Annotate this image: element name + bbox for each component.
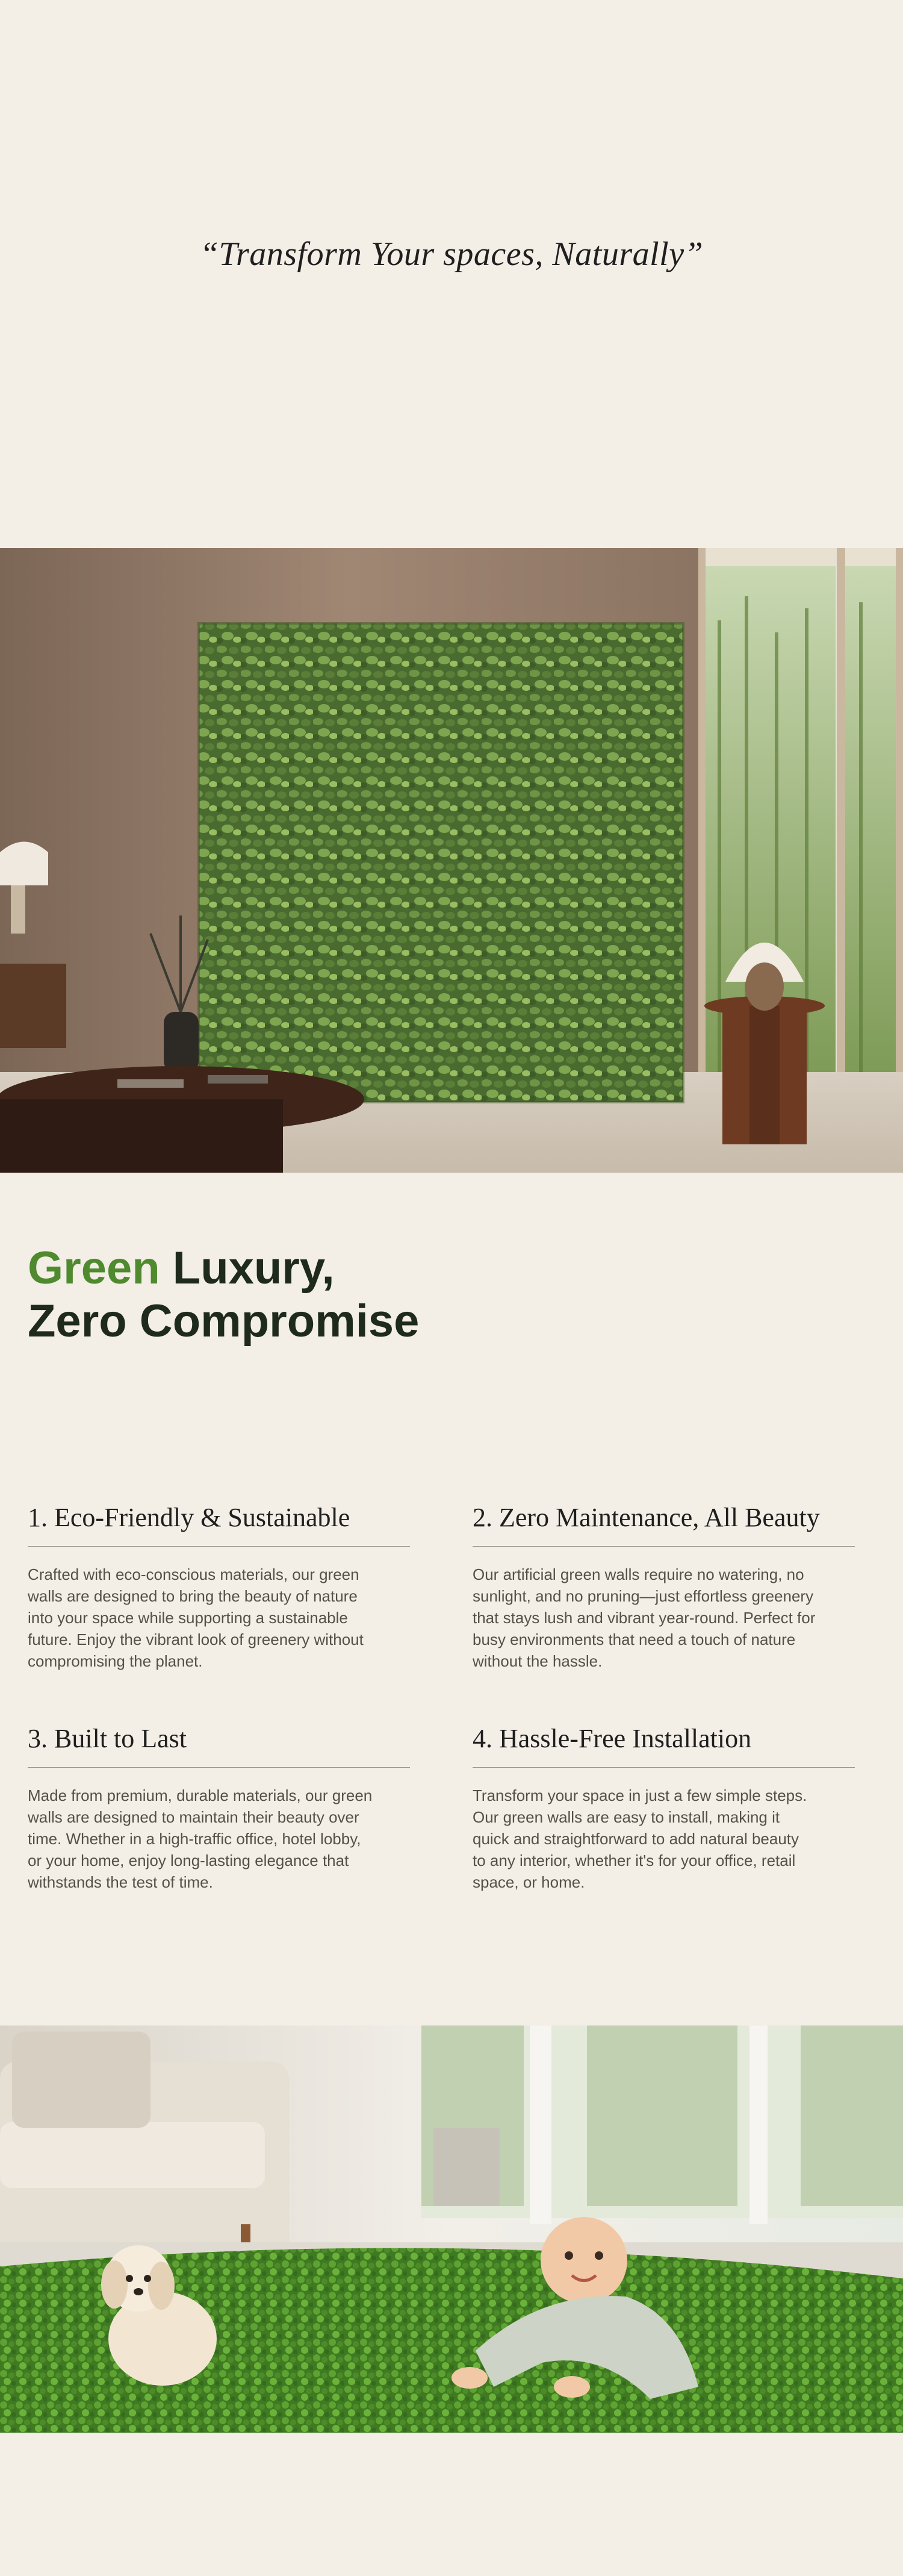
- feature-line: future. Enjoy the vibrant look of greenery without: [28, 1630, 364, 1648]
- feature-description: [473, 1564, 855, 1672]
- feature-line: time. Whether in a high-traffic office, hotel lobby,: [28, 1830, 361, 1848]
- feature-line: busy environments that need a touch of nature: [473, 1630, 796, 1648]
- feature-line: walls are designed to bring the beauty of nature: [28, 1587, 358, 1605]
- feature-description: [473, 1785, 855, 1893]
- feature-line: quick and straightforward to add natural beauty: [473, 1830, 799, 1848]
- feature-line: that stays lush and vibrant year-round. Perfect for: [473, 1609, 816, 1627]
- headline-accent: Green: [28, 1243, 160, 1294]
- feature-line: walls are designed to maintain their beauty over: [28, 1808, 359, 1826]
- feature-line: to any interior, whether it's for your office, retail: [473, 1851, 796, 1870]
- feature-line: withstands the test of time.: [28, 1873, 213, 1891]
- feature-title: 1. Eco-Friendly & Sustainable: [28, 1502, 410, 1547]
- feature-line: Transform your space in just a few simple steps.: [473, 1786, 807, 1804]
- feature-line: into your space while supporting a sustainable: [28, 1609, 348, 1627]
- feature-line: Our artificial green walls require no watering, no: [473, 1565, 804, 1583]
- feature-line: sunlight, and no pruning—just effortless greenery: [473, 1587, 814, 1605]
- feature-line: Our green walls are easy to install, making it: [473, 1808, 780, 1826]
- feature-line: Crafted with eco-conscious materials, our green: [28, 1565, 359, 1583]
- feature-description: [28, 1564, 410, 1672]
- feature-line: or your home, enjoy long-lasting elegance that: [28, 1851, 349, 1870]
- feature-title: 4. Hassle-Free Installation: [473, 1723, 855, 1768]
- baby-and-puppy-on-grass-photo: [0, 2026, 903, 2433]
- feature-zero-maintenance: [473, 1502, 855, 1672]
- feature-line: compromising the planet.: [28, 1652, 203, 1670]
- section-headline: [28, 1242, 419, 1348]
- feature-title: 2. Zero Maintenance, All Beauty: [473, 1502, 855, 1547]
- feature-line: Made from premium, durable materials, our green: [28, 1786, 373, 1804]
- feature-built-to-last: [28, 1723, 410, 1893]
- feature-eco-friendly: [28, 1502, 410, 1672]
- headline-line1-rest: Luxury,: [160, 1243, 335, 1294]
- feature-title: 3. Built to Last: [28, 1723, 410, 1768]
- feature-line: without the hassle.: [473, 1652, 603, 1670]
- green-wall-living-room-photo: [0, 548, 903, 1173]
- feature-description: [28, 1785, 410, 1893]
- quote-text: “Transform Your spaces, Naturally”: [199, 235, 704, 273]
- feature-hassle-free-installation: [473, 1723, 855, 1893]
- feature-line: space, or home.: [473, 1873, 585, 1891]
- headline-line2: Zero Compromise: [28, 1296, 420, 1347]
